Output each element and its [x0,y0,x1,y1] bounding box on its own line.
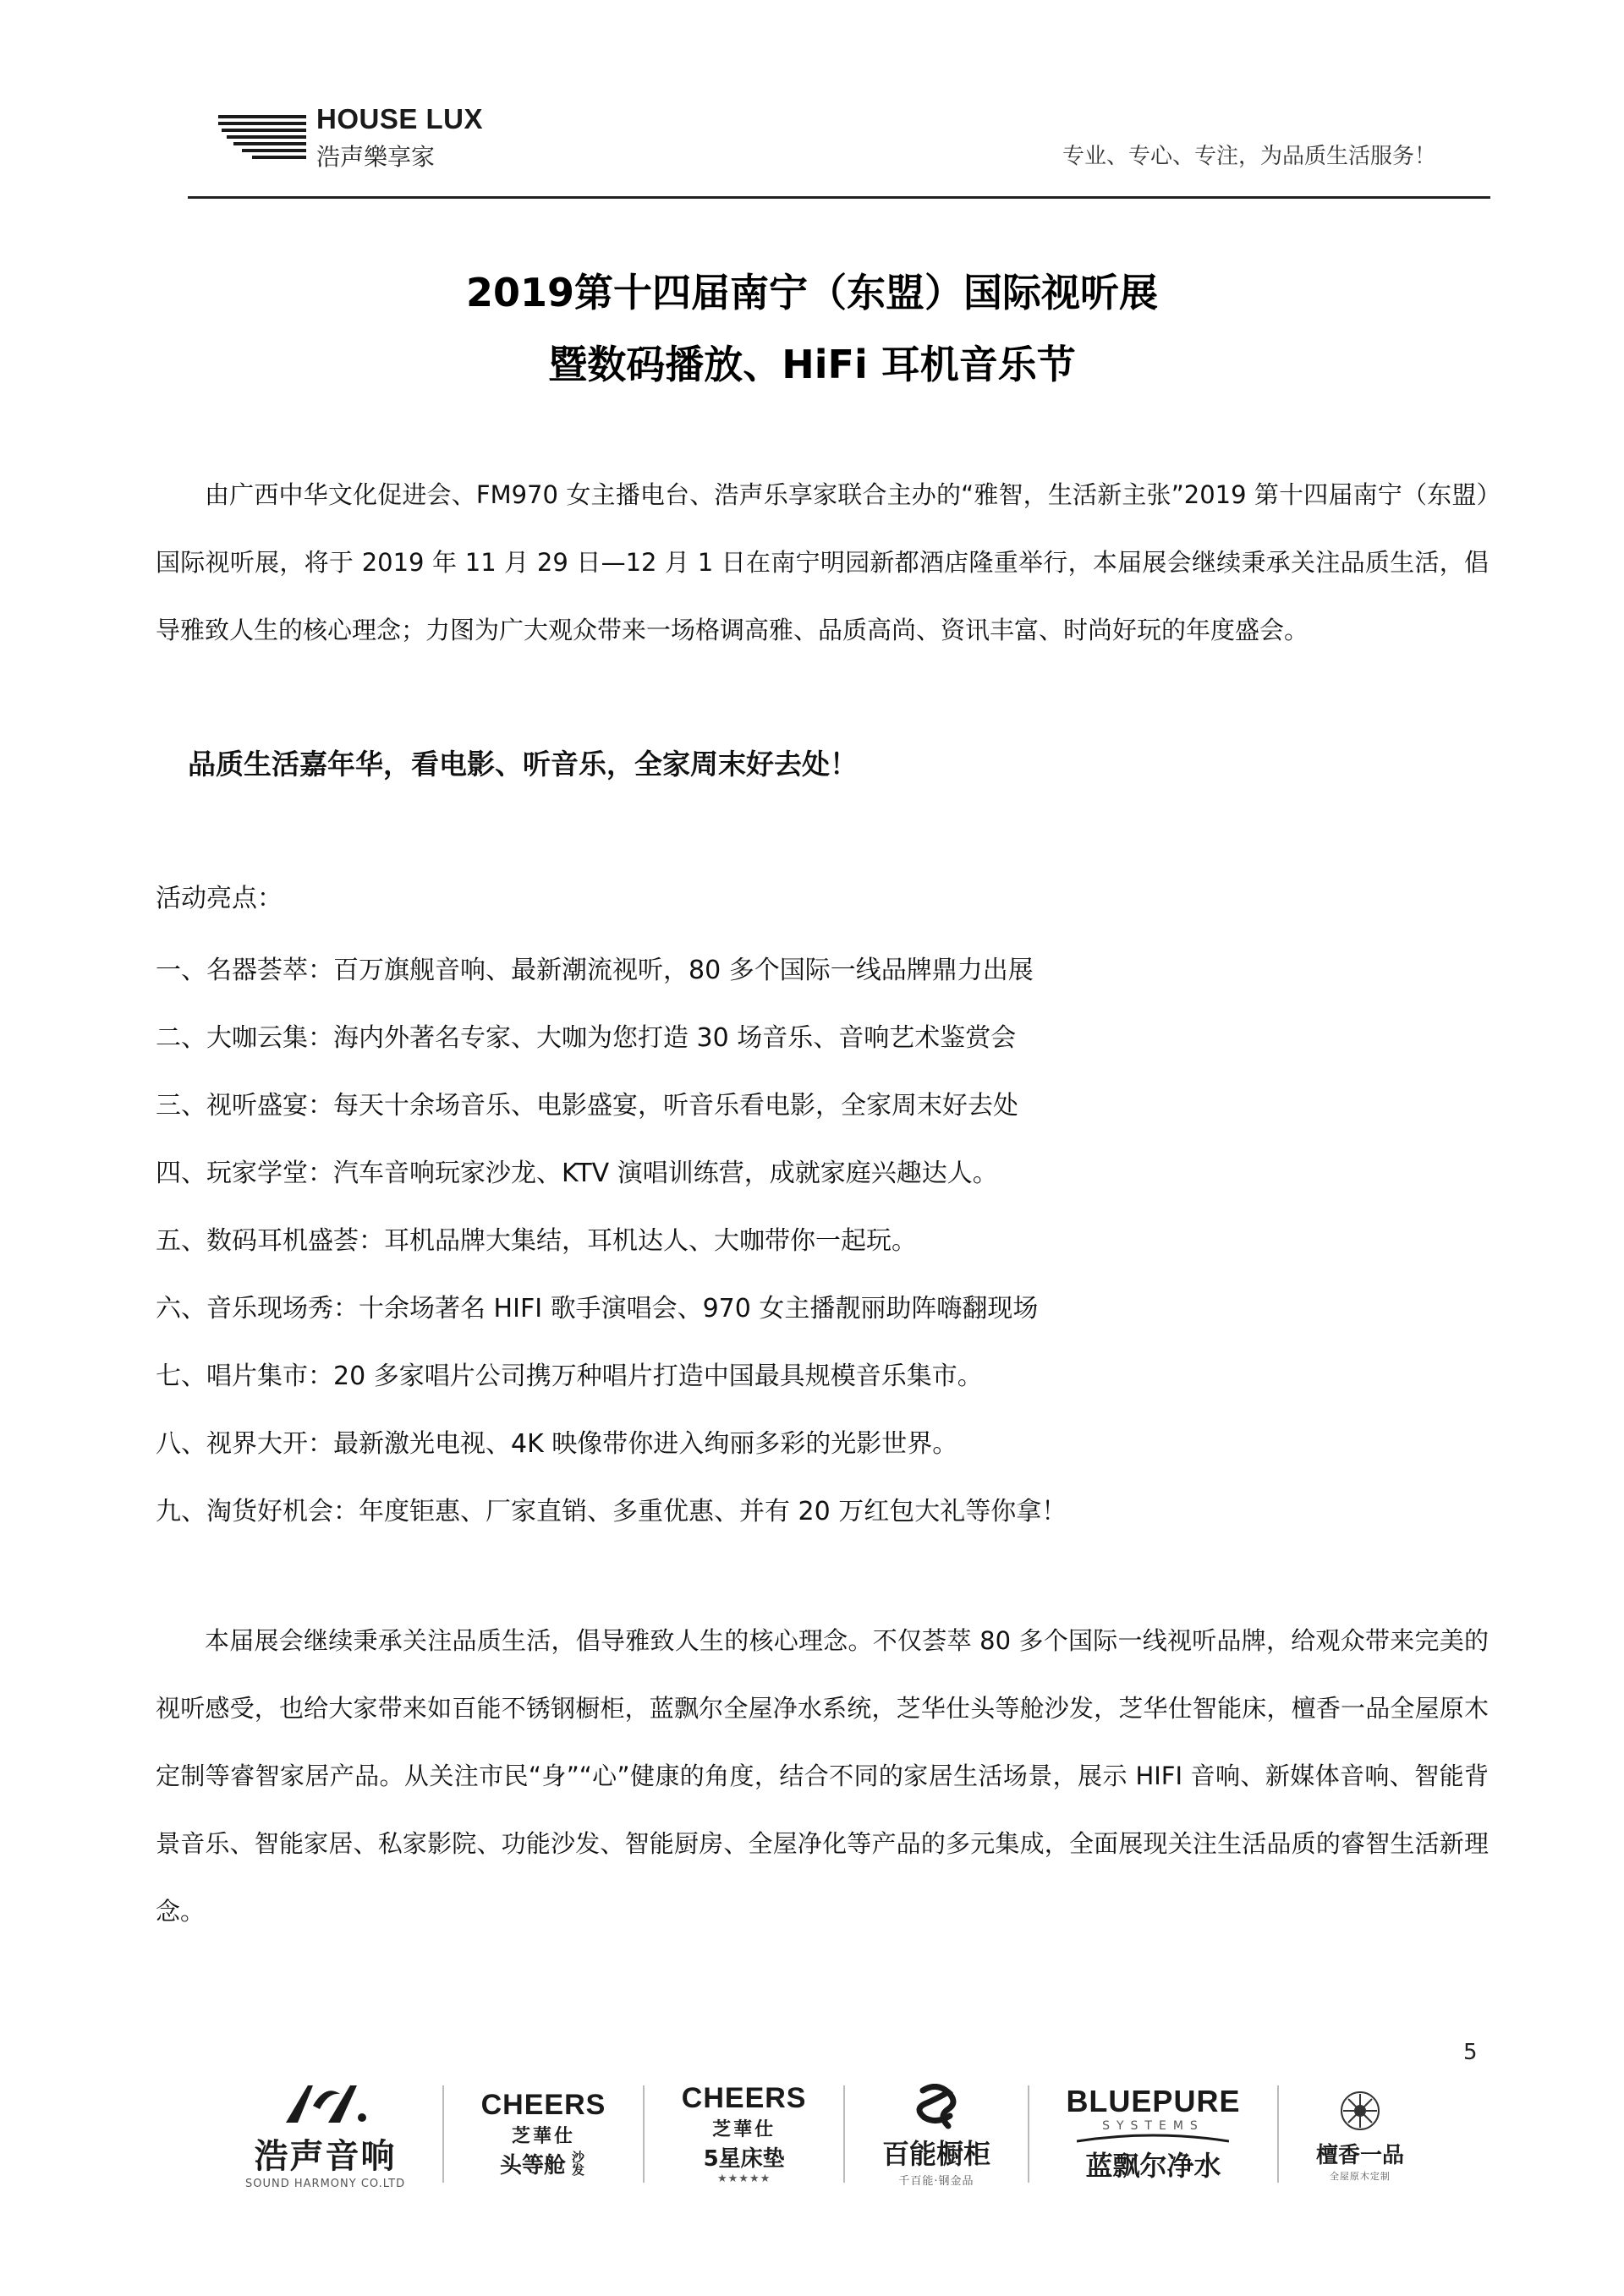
footer-brand-logos [245,2070,1404,2197]
brand-sound-harmony [245,2077,405,2190]
brand-cheers-sofa [481,2089,606,2179]
highlight-item: 八、视界大开：最新激光电视、4K 映像带你进入绚丽多彩的光影世界。 [156,1429,958,1459]
highlight-item: 三、视听盛宴：每天十余场音乐、电影盛宴，听音乐看电影，全家周末好去处 [156,1091,1018,1121]
brand-name: 檀香一品 [1315,2142,1404,2168]
cheers-logo-text: CHEERS [681,2082,807,2114]
sound-harmony-logo-icon [279,2080,372,2129]
brand-cn: 芝華仕 [511,2125,575,2147]
highlights-list [156,937,1067,1546]
house-lux-logo [218,103,489,171]
header-divider [188,196,1490,199]
brand-divider [643,2085,645,2183]
brand-cheers-mattress [682,2082,807,2185]
highlight-item: 七、唱片集市：20 多家唱片公司携万种唱片打造中国最具规模音乐集市。 [156,1362,983,1391]
closing-paragraph: 本届展会继续秉承关注品质生活，倡导雅致人生的核心理念。不仅荟萃 80 多个国际一线视听品牌，给观众带来完美的视听感受，也给大家带来如百能不锈钢橱柜，蓝飘尔全屋净水系统，芝华仕头等舱沙发，芝华仕智能床，檀香一品全屋原木定制等睿智家居产品。从关注市民“身”“心”健康的角度，结合不同的家居生活场景，展示 HIFI 音响、新媒体音响、智能背景音乐、智能家居、私家影院、功能沙发、智能厨房、全屋净化等产品的多元集成，全面展现关注生活品质的睿智生活新理念。 [156,1626,1489,1926]
highlight-item: 一、名器荟萃：百万旗舰音响、最新潮流视听，80 多个国际一线品牌鼎力出展 [156,956,1034,985]
rating-stars: ★★★★★ [716,2173,771,2185]
bluepure-logo-text: BLUEPURE [1066,2084,1241,2118]
brand-bluepure [1066,2084,1240,2184]
document-title-line2: 暨数码播放、HiFi 耳机音乐节 [548,342,1076,387]
highlight-item: 四、玩家学堂：汽车音响玩家沙龙、KTV 演唱训练营，成就家庭兴趣达人。 [156,1159,998,1188]
highlight-item: 二、大咖云集：海内外著名专家、大咖为您打造 30 场音乐、音响艺术鉴赏会 [156,1023,1017,1053]
brand-name: 浩声音响 [254,2137,397,2176]
brand-cn: 芝華仕 [712,2119,776,2140]
brand-divider [843,2085,845,2183]
brand-divider [1028,2085,1029,2183]
page-number: 5 [1463,2040,1478,2065]
brand-tanxiang [1316,2085,1404,2183]
cheers-logo-text: CHEERS [480,2088,606,2121]
brand-side-label: 沙发 [569,2151,585,2176]
document-title-line1: 2019第十四届南宁（东盟）国际视听展 [465,270,1159,315]
brand-baineng-cabinet [882,2080,990,2188]
highlight-item: 九、淘货好机会：年度钜惠、厂家直销、多重优惠、并有 20 万红包大礼等你拿！ [156,1497,1067,1526]
brand-subtitle: 千百能·钢金品 [898,2174,974,2188]
brand-subtitle: 全屋原木定制 [1329,2170,1391,2182]
brand-product: 头等舱 [499,2152,566,2178]
highlight-tagline: 品质生活嘉年华，看电影、听音乐，全家周末好去处！ [188,748,858,781]
brand-product: 5星床垫 [703,2146,785,2172]
baineng-logo-icon [911,2084,962,2133]
brand-name: 百能橱柜 [881,2137,990,2170]
brand-divider [1277,2085,1279,2183]
wave-icon [1077,2133,1229,2145]
highlights-heading: 活动亮点： [156,884,283,913]
house-lux-logo-icon [218,108,310,161]
brand-subtitle: SOUND HARMONY CO.LTD [245,2178,406,2190]
tanxiang-emblem-icon [1335,2089,1385,2138]
brand-name: 蓝飘尔净水 [1085,2150,1221,2182]
bluepure-logo-subtext: SYSTEMS [1102,2119,1204,2133]
brand-divider [442,2085,444,2183]
logo-text-en: HOUSE LUX [316,103,484,134]
header-slogan: 专业、专心、专注，为品质生活服务！ [1062,144,1436,169]
intro-paragraph: 由广西中华文化促进会、FM970 女主播电台、浩声乐享家联合主办的“雅智，生活新主张”2019 第十四届南宁（东盟）国际视听展，将于 2019 年 11 月 29 日—12 月 1 日在南宁明园新都酒店隆重举行，本届展会继续秉承关注品质生活，倡导雅致人生的核心理念；力图为广大观众带来一场格调高雅、品质高尚、资讯丰富、时尚好玩的年度盛会。 [156,480,1489,644]
highlight-item: 五、数码耳机盛荟：耳机品牌大集结，耳机达人、大咖带你一起玩。 [156,1226,917,1256]
highlight-item: 六、音乐现场秀：十余场著名 HIFI 歌手演唱会、970 女主播靓丽助阵嗨翻现场 [156,1294,1039,1323]
logo-text-cn: 浩声樂享家 [316,143,436,171]
